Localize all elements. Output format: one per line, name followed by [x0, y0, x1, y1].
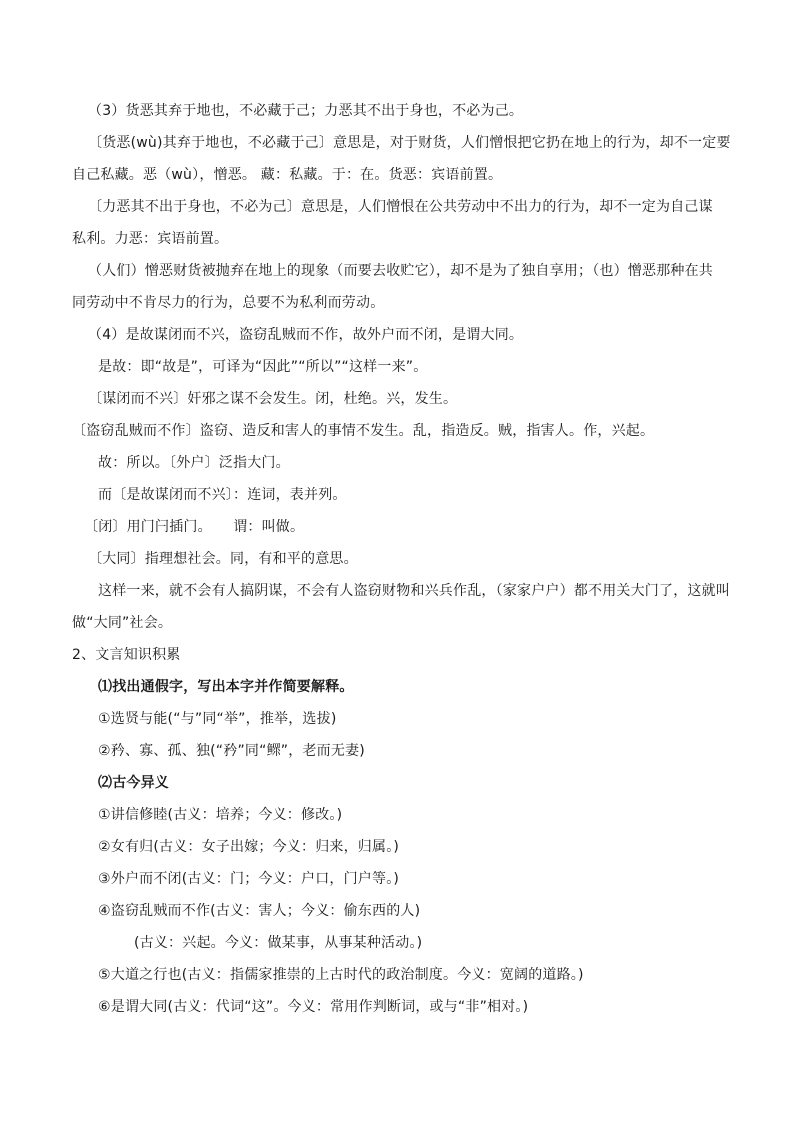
- list-item: ③外户而不闭(古义：门；今义：户口，门户等。): [98, 871, 400, 887]
- text-line: 故：所以。〔外户〕泛指大门。: [98, 455, 290, 471]
- section-heading: 2、文言知识积累: [72, 647, 181, 663]
- list-item: ④盗窃乱贼而不作(古义：害人；今义：偷东西的人): [98, 903, 421, 919]
- list-item: ⑥是谓大同(古义：代词“这”。今义：常用作判断词，或与“非”相对。): [98, 999, 529, 1015]
- text-line: 〔谋闭而不兴〕奸邪之谋不会发生。闭，杜绝。兴，发生。: [88, 391, 458, 407]
- text-line: 是故：即“故是”，可译为“因此”“所以”“这样一来”。: [98, 359, 428, 375]
- list-item: ②女有归(古义：女子出嫁；今义：归来，归属。): [98, 839, 400, 855]
- subsection-heading: ⑵古今异义: [98, 775, 169, 791]
- list-item: ②矜、寡、孤、独(“矜”同“鳏”，老而无妻): [98, 743, 365, 759]
- subsection-heading: ⑴找出通假字，写出本字并作简要解释。: [98, 679, 354, 695]
- text-line: 而〔是故谋闭而不兴〕：连词，表并列。: [98, 487, 347, 503]
- text-line: 〔力恶其不出于身也，不必为己〕意思是，人们憎恨在公共劳动中不出力的行为，却不一定为自己谋: [88, 199, 713, 215]
- text-line: 〔大同〕指理想社会。同，有和平的意思。: [88, 551, 358, 567]
- text-line: （人们）憎恶财货被抛弃在地上的现象（而要去收贮它），却不是为了独自享用；（也）憎恶那种在共: [88, 263, 713, 279]
- text-line: 〔货恶(wù)其弃于地也，不必藏于己〕意思是，对于财货，人们憎恨把它扔在地上的行为，却不一定要: [88, 135, 731, 151]
- text-line: 〔盗窃乱贼而不作〕盗窃、造反和害人的事情不发生。乱，指造反。贼，指害人。作，兴起。: [72, 423, 655, 439]
- text-line: 做“大同”社会。: [72, 615, 173, 631]
- text-line: （3）货恶其弃于地也，不必藏于己；力恶其不出于身也，不必为己。: [88, 103, 524, 119]
- text-line: （4）是故谋闭而不兴，盗窃乱贼而不作，故外户而不闭，是谓大同。: [88, 327, 524, 343]
- list-item-continuation: (古义：兴起。今义：做某事，从事某种活动。): [134, 935, 423, 951]
- text-line: 〔闭〕用门闩插门。 谓：叫做。: [84, 519, 305, 535]
- text-line: 同劳动中不肯尽力的行为，总要不为私利而劳动。: [72, 295, 385, 311]
- list-item: ①讲信修睦(古义：培养；今义：修改。): [98, 807, 343, 823]
- list-item: ①选贤与能(“与”同“举”，推举，选拔): [98, 711, 337, 727]
- text-line: 自己私藏。恶（wù），憎恶。 藏：私藏。于：在。货恶：宾语前置。: [72, 167, 503, 183]
- text-line: 私利。力恶：宾语前置。: [72, 231, 229, 247]
- text-line: 这样一来，就不会有人搞阴谋，不会有人盗窃财物和兴兵作乱，（家家户户）都不用关大门了，这就叫: [98, 583, 730, 599]
- list-item: ⑤大道之行也(古义：指儒家推崇的上古时代的政治制度。今义：宽阔的道路。): [98, 967, 584, 983]
